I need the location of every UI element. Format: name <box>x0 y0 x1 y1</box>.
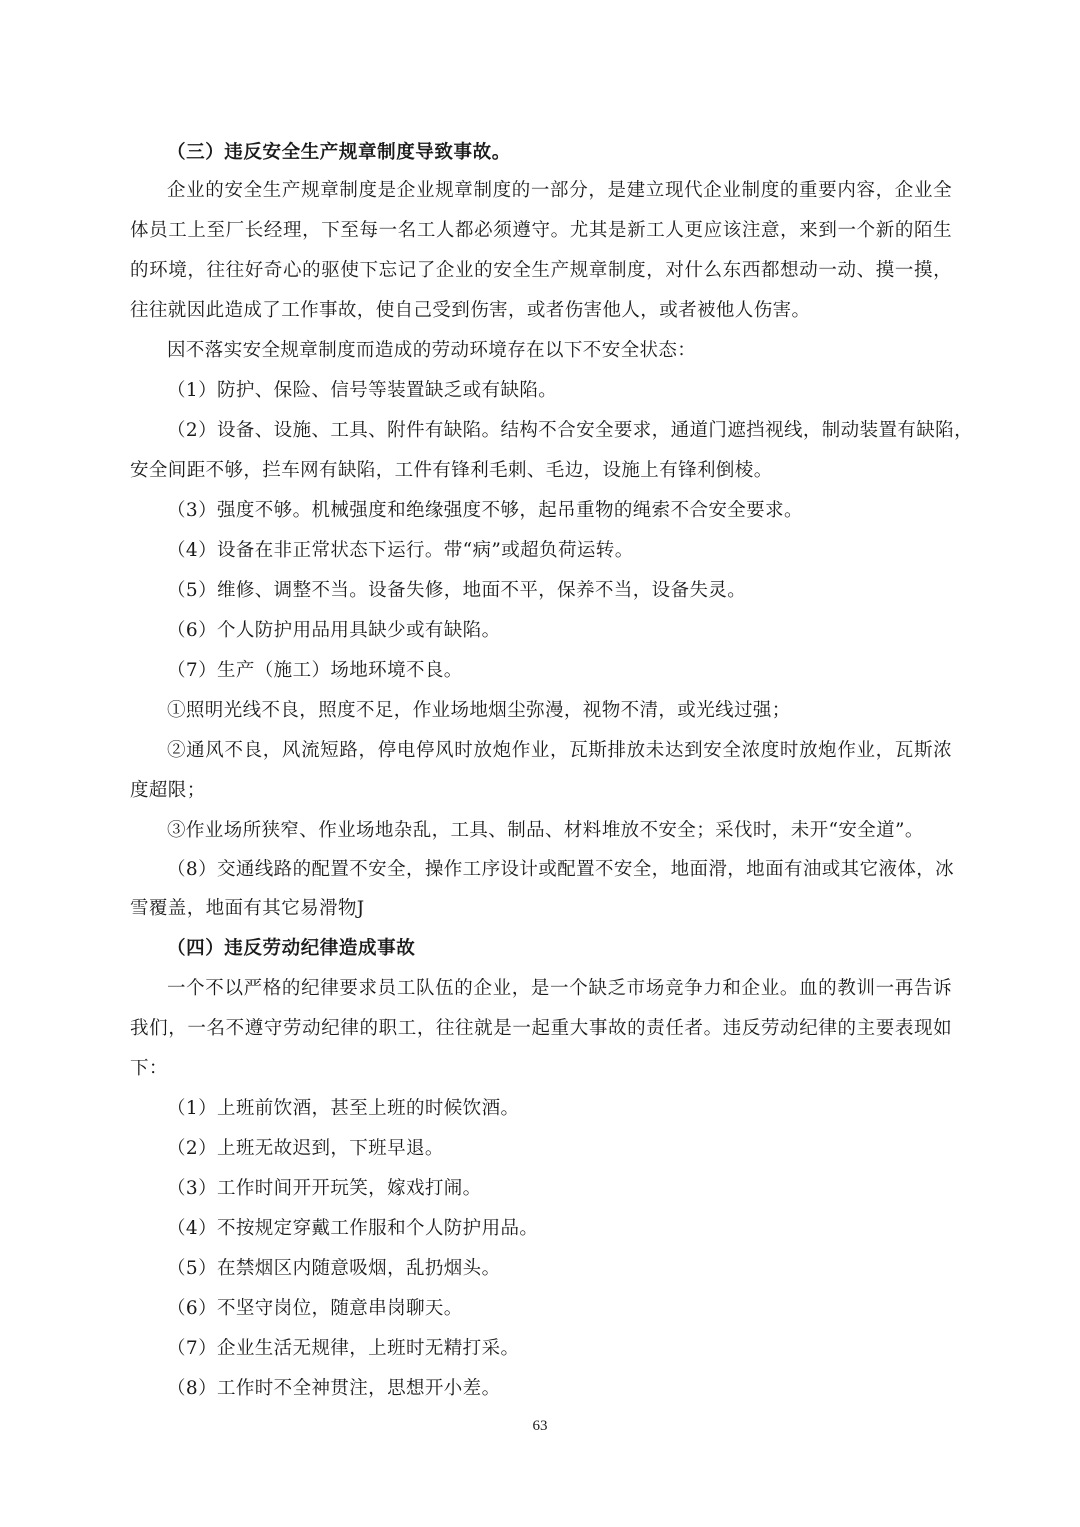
list-item: （7）生产（施工）场地环境不良。 <box>167 660 463 681</box>
list-item: （1）上班前饮酒，甚至上班的时候饮酒。 <box>167 1098 520 1119</box>
sub-item-continuation: 度超限； <box>130 780 206 801</box>
list-item: （2）上班无故迟到，下班早退。 <box>167 1138 444 1159</box>
paragraph-line: 一个不以严格的纪律要求员工队伍的企业，是一个缺乏市场竞争力和企业。血的教训一再告诉 <box>167 978 952 999</box>
list-item: （6）个人防护用品用具缺少或有缺陷。 <box>167 620 501 641</box>
paragraph-line: 往往就因此造成了工作事故，使自己受到伤害，或者伤害他人，或者被他人伤害。 <box>130 300 811 321</box>
section-4-heading: （四）违反劳动纪律造成事故 <box>167 938 416 959</box>
sub-item: ②通风不良，风流短路，停电停风时放炮作业，瓦斯排放未达到安全浓度时放炮作业，瓦斯浓 <box>167 740 952 761</box>
intro-line: 因不落实安全规章制度而造成的劳动环境存在以下不安全状态： <box>167 340 697 361</box>
list-item: （5）维修、调整不当。设备失修，地面不平，保养不当，设备失灵。 <box>167 580 747 601</box>
list-item: （3）工作时间开开玩笑，嫁戏打闹。 <box>167 1178 482 1199</box>
paragraph-line: 下： <box>130 1058 168 1079</box>
paragraph-line: 我们，一名不遵守劳动纪律的职工，往往就是一起重大事故的责任者。违反劳动纪律的主要表现如 <box>130 1018 952 1039</box>
sub-item: ①照明光线不良，照度不足，作业场地烟尘弥漫，视物不清，或光线过强； <box>167 700 791 721</box>
list-item: （8）交通线路的配置不安全，操作工序设计或配置不安全，地面滑，地面有油或其它液体，冰 <box>167 859 955 880</box>
list-item: （6）不坚守岗位，随意串岗聊天。 <box>167 1298 463 1319</box>
page-number: 63 <box>532 1418 548 1434</box>
list-item-continuation: 安全间距不够，拦车网有缺陷，工件有锋利毛刺、毛边，设施上有锋利倒棱。 <box>130 460 773 481</box>
list-item: （4）不按规定穿戴工作服和个人防护用品。 <box>167 1218 539 1239</box>
list-item: （5）在禁烟区内随意吸烟，乱扔烟头。 <box>167 1258 501 1279</box>
paragraph-line: 体员工上至厂长经理，下至每一名工人都必须遵守。尤其是新工人更应该注意，来到一个新的陌生 <box>130 220 952 241</box>
list-item: （7）企业生活无规律，上班时无精打采。 <box>167 1338 520 1359</box>
list-item: （1）防护、保险、信号等装置缺乏或有缺陷。 <box>167 380 558 401</box>
list-item: （3）强度不够。机械强度和绝缘强度不够，起吊重物的绳索不合安全要求。 <box>167 500 803 521</box>
list-item: （4）设备在非正常状态下运行。带“病”或超负荷运转。 <box>167 540 634 561</box>
list-item-continuation: 雪覆盖，地面有其它易滑物J <box>130 898 365 919</box>
paragraph-line: 的环境，往往好奇心的驱使下忘记了企业的安全生产规章制度，对什么东西都想动一动、摸一摸， <box>130 260 952 281</box>
list-item: （2）设备、设施、工具、附件有缺陷。结构不合安全要求，通道门遮挡视线，制动装置有缺陷， <box>167 420 973 441</box>
section-3-heading: （三）违反安全生产规章制度导致事故。 <box>167 142 511 163</box>
sub-item: ③作业场所狭窄、作业场地杂乱，工具、制品、材料堆放不安全；采伐时，未开“安全道”。 <box>167 820 924 841</box>
list-item: （8）工作时不全神贯注，思想开小差。 <box>167 1378 501 1399</box>
paragraph-line: 企业的安全生产规章制度是企业规章制度的一部分，是建立现代企业制度的重要内容，企业全 <box>167 180 952 201</box>
